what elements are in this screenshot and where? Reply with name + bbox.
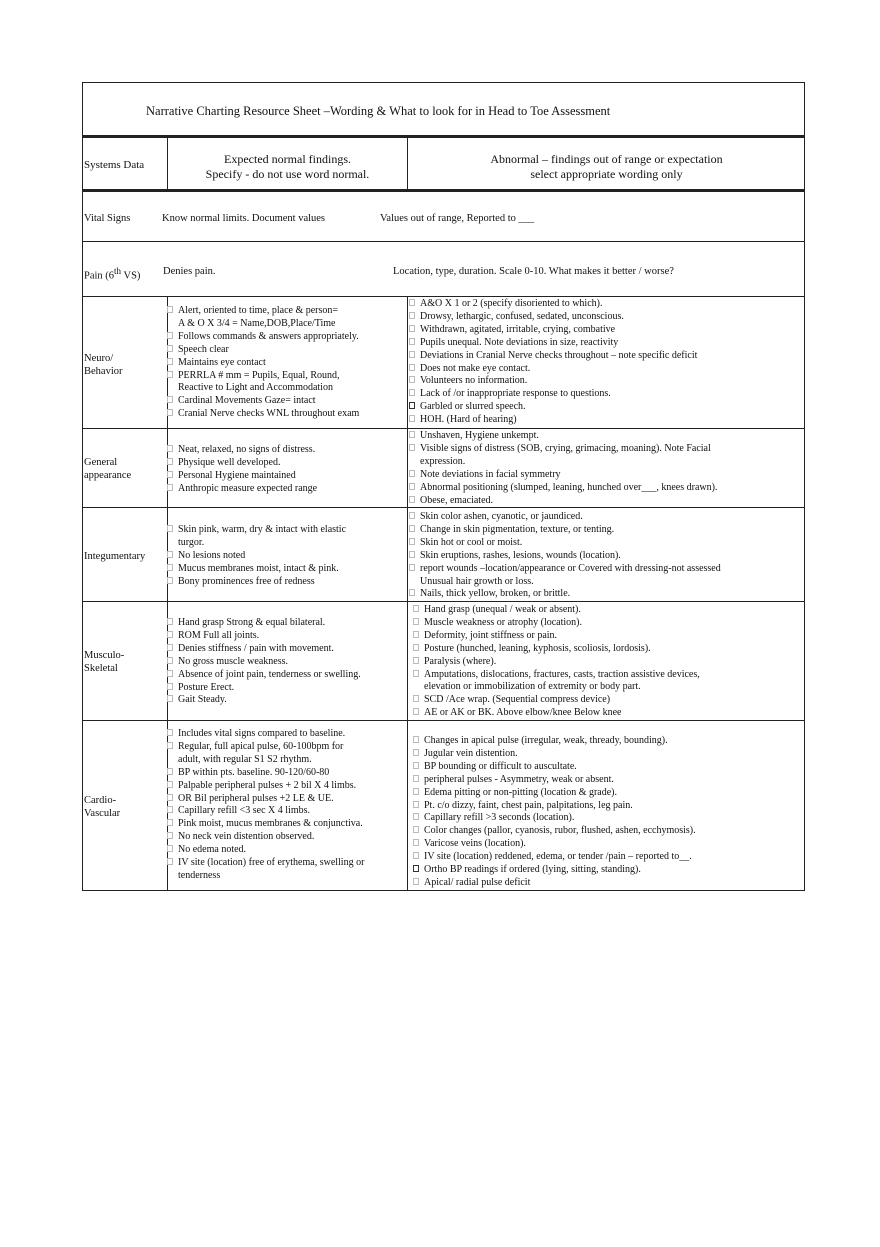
checkbox-icon [167, 345, 173, 352]
checkbox-icon [413, 775, 419, 782]
list-item: Deformity, joint stiffness or pain. [413, 630, 700, 643]
expected-normal-header [168, 152, 407, 182]
pain-label-post: VS) [121, 270, 141, 282]
checkbox-icon [167, 445, 173, 452]
list-item: AE or AK or BK. Above elbow/knee Below knee [413, 707, 700, 720]
list-item: Volunteers no information. [409, 375, 697, 388]
checkbox-icon [167, 742, 173, 749]
checkbox-icon [167, 371, 173, 378]
list-item: Withdrawn, agitated, irritable, crying, combative [409, 324, 697, 337]
pain-label [84, 265, 140, 283]
list-item: Skin color ashen, cyanotic, or jaundiced. [409, 511, 721, 524]
checkbox-icon [167, 695, 173, 702]
list-item: No neck vein distention observed. [167, 831, 364, 844]
integumentary-label: Integumentary [84, 551, 146, 562]
list-item: Skin pink, warm, dry & intact with elastic [167, 524, 346, 537]
list-item: Absence of joint pain, tenderness or swelling. [167, 669, 361, 682]
list-item: ROM Full all joints. [167, 630, 361, 643]
checkbox-icon [413, 736, 419, 743]
general-label-line1: General [84, 457, 118, 468]
list-item: PERRLA # mm = Pupils, Equal, Round, [167, 370, 359, 383]
checkbox-icon [409, 444, 415, 451]
checkbox-icon [413, 852, 419, 859]
expected-normal-line1: Expected normal findings. [224, 152, 351, 166]
checkbox-icon [409, 470, 415, 477]
checkbox-icon [409, 312, 415, 319]
list-item: BP within pts. baseline. 90-120/60-80 [167, 767, 364, 780]
checkbox-icon [413, 657, 419, 664]
list-item: Skin eruptions, rashes, lesions, wounds (location). [409, 550, 721, 563]
list-item: Visible signs of distress (SOB, crying, grimacing, moaning). Note Facial [409, 443, 717, 456]
checkbox-icon [409, 415, 415, 422]
list-item: IV site (location) reddened, edema, or tender /pain – reported to__. [413, 851, 696, 864]
pain-abnormal: Location, type, duration. Scale 0-10. What makes it better / worse? [393, 266, 674, 277]
list-item: Cardinal Movements Gaze= intact [167, 395, 359, 408]
list-item: Posture (hunched, leaning, kyphosis, scoliosis, lordosis). [413, 643, 700, 656]
list-item: Neat, relaxed, no signs of distress. [167, 444, 317, 457]
cardio-label-line1: Cardio- [84, 795, 117, 806]
checkbox-icon [409, 402, 415, 409]
pain-normal: Denies pain. [163, 266, 216, 277]
checkbox-icon [167, 458, 173, 465]
list-item: Jugular vein distention. [413, 748, 696, 761]
checkbox-icon [167, 306, 173, 313]
checkbox-icon [167, 471, 173, 478]
checkbox-icon [409, 496, 415, 503]
list-item: A&O X 1 or 2 (specify disoriented to which). [409, 298, 697, 311]
list-item: adult, with regular S1 S2 rhythm. [178, 753, 312, 765]
checkbox-icon [413, 618, 419, 625]
vital-signs-abnormal: Values out of range, Reported to ___ [380, 213, 535, 224]
list-item: Obese, emaciated. [409, 495, 717, 508]
checkbox-icon [167, 768, 173, 775]
checkbox-icon [413, 605, 419, 612]
abnormal-line1: Abnormal – findings out of range or expectation [490, 152, 723, 166]
checkbox-icon [409, 325, 415, 332]
list-item: Reactive to Light and Accommodation [178, 382, 333, 394]
checkbox-icon [413, 644, 419, 651]
list-item: peripheral pulses - Asymmetry, weak or absent. [413, 774, 696, 787]
vital-signs-normal: Know normal limits. Document values [162, 213, 326, 224]
list-item: Follows commands & answers appropriately. [167, 331, 359, 344]
checkbox-icon [167, 832, 173, 839]
list-item: No gross muscle weakness. [167, 656, 361, 669]
page-title: Narrative Charting Resource Sheet –Wording & What to look for in Head to Toe Assessment [146, 104, 611, 118]
list-item: Apical/ radial pulse deficit [413, 877, 696, 890]
list-item: Abnormal positioning (slumped, leaning, hunched over___, knees drawn). [409, 482, 717, 495]
cardio-label [84, 794, 120, 820]
checkbox-icon [409, 525, 415, 532]
list-item: Physique well developed. [167, 457, 317, 470]
list-item: Amputations, dislocations, fractures, casts, traction assistive devices, [413, 669, 700, 682]
checkbox-icon [167, 618, 173, 625]
cardio-label-line2: Vascular [84, 808, 121, 819]
list-item: Gait Steady. [167, 694, 361, 707]
row-divider [83, 241, 804, 242]
general-label-line2: appearance [84, 470, 132, 481]
title-divider [83, 135, 804, 138]
list-item: Bony prominences free of redness [167, 576, 346, 589]
checkbox-icon [167, 845, 173, 852]
list-item: Edema pitting or non-pitting (location & grade). [413, 787, 696, 800]
checkbox-icon [409, 364, 415, 371]
list-item: Drowsy, lethargic, confused, sedated, unconscious. [409, 311, 697, 324]
checkbox-icon [167, 358, 173, 365]
checkbox-icon [413, 708, 419, 715]
list-item: Lack of /or inappropriate response to questions. [409, 388, 697, 401]
list-item: tenderness [178, 869, 221, 881]
checkbox-icon [167, 644, 173, 651]
list-item: elevation or immobilization of extremity or body part. [424, 681, 641, 693]
musculo-normal-list [167, 617, 361, 707]
checkbox-icon [413, 801, 419, 808]
list-item: Capillary refill >3 seconds (location). [413, 812, 696, 825]
musculo-abnormal-list [413, 604, 700, 720]
list-item: Ortho BP readings if ordered (lying, sitting, standing). [413, 864, 696, 877]
list-item: No lesions noted [167, 550, 346, 563]
list-item: Unusual hair growth or loss. [420, 575, 534, 587]
vital-signs-label: Vital Signs [84, 213, 131, 224]
checkbox-icon [409, 376, 415, 383]
checkbox-icon [413, 826, 419, 833]
systems-data-header: Systems Data [84, 159, 145, 171]
list-item: Garbled or slurred speech. [409, 401, 697, 414]
abnormal-line2: select appropriate wording only [530, 167, 683, 181]
checkbox-icon [167, 858, 173, 865]
pain-label-pre: Pain (6 [84, 270, 115, 282]
checkbox-icon [167, 794, 173, 801]
charting-sheet [82, 82, 805, 891]
list-item: report wounds –location/appearance or Covered with dressing-not assessed [409, 563, 721, 576]
list-item: Color changes (pallor, cyanosis, rubor, flushed, ashen, ecchymosis). [413, 825, 696, 838]
checkbox-icon [413, 878, 419, 885]
list-item: Note deviations in facial symmetry [409, 469, 717, 482]
list-item: Muscle weakness or atrophy (location). [413, 617, 700, 630]
list-item: Nails, thick yellow, broken, or brittle. [409, 588, 721, 601]
checkbox-icon [409, 338, 415, 345]
row-divider [83, 296, 804, 297]
neuro-label [84, 352, 123, 378]
checkbox-icon [167, 781, 173, 788]
list-item: Cranial Nerve checks WNL throughout exam [167, 408, 359, 421]
checkbox-icon [167, 332, 173, 339]
list-item: Personal Hygiene maintained [167, 470, 317, 483]
abnormal-header [408, 152, 805, 182]
checkbox-icon [167, 819, 173, 826]
list-item: Posture Erect. [167, 682, 361, 695]
cardio-normal-list [167, 728, 364, 883]
checkbox-icon [167, 806, 173, 813]
checkbox-icon [409, 299, 415, 306]
checkbox-icon [167, 631, 173, 638]
checkbox-icon [409, 431, 415, 438]
neuro-normal-list [167, 305, 359, 421]
list-item: SCD /Ace wrap. (Sequential compress device) [413, 694, 700, 707]
checkbox-icon [409, 564, 415, 571]
list-item: Anthropic measure expected range [167, 483, 317, 496]
checkbox-icon [413, 788, 419, 795]
checkbox-icon [409, 389, 415, 396]
integumentary-abnormal-list [409, 511, 721, 601]
list-item: BP bounding or difficult to auscultate. [413, 761, 696, 774]
list-item: Denies stiffness / pain with movement. [167, 643, 361, 656]
checkbox-icon [167, 564, 173, 571]
checkbox-icon [409, 589, 415, 596]
list-item: Change in skin pigmentation, texture, or tenting. [409, 524, 721, 537]
list-item: Hand grasp (unequal / weak or absent). [413, 604, 700, 617]
list-item: Pupils unequal. Note deviations in size, reactivity [409, 337, 697, 350]
list-item: Regular, full apical pulse, 60-100bpm for [167, 741, 364, 754]
list-item: Skin hot or cool or moist. [409, 537, 721, 550]
musculo-label [84, 649, 124, 675]
checkbox-icon [409, 512, 415, 519]
list-item: Alert, oriented to time, place & person= [167, 305, 359, 318]
list-item: Maintains eye contact [167, 357, 359, 370]
checkbox-icon [413, 670, 419, 677]
checkbox-icon [413, 762, 419, 769]
checkbox-icon [413, 839, 419, 846]
list-item: Deviations in Cranial Nerve checks throughout – note specific deficit [409, 350, 697, 363]
list-item: Unshaven, Hygiene unkempt. [409, 430, 717, 443]
checkbox-icon [167, 484, 173, 491]
list-item: A & O X 3/4 = Name,DOB,Place/Time [178, 317, 336, 329]
list-item: Varicose veins (location). [413, 838, 696, 851]
list-item: Speech clear [167, 344, 359, 357]
checkbox-icon [167, 683, 173, 690]
row-divider [83, 428, 804, 429]
checkbox-icon [167, 657, 173, 664]
list-item: Mucus membranes moist, intact & pink. [167, 563, 346, 576]
general-label [84, 456, 131, 482]
list-item: OR Bil peripheral pulses +2 LE & UE. [167, 793, 364, 806]
checkbox-icon [167, 409, 173, 416]
checkbox-icon [413, 749, 419, 756]
list-item: Paralysis (where). [413, 656, 700, 669]
cardio-abnormal-list [413, 735, 696, 890]
neuro-abnormal-list [409, 298, 697, 427]
neuro-label-line2: Behavior [84, 366, 123, 377]
list-item: turgor. [178, 536, 205, 548]
list-item: Does not make eye contact. [409, 363, 697, 376]
musculo-label-line1: Musculo- [84, 650, 125, 661]
pain-label-sup: th [114, 266, 122, 276]
list-item: Pink moist, mucus membranes & conjunctiva. [167, 818, 364, 831]
checkbox-icon [409, 351, 415, 358]
list-item: IV site (location) free of erythema, swelling or [167, 857, 364, 870]
neuro-label-line1: Neuro/ [84, 353, 114, 364]
checkbox-icon [167, 396, 173, 403]
list-item: expression. [420, 455, 466, 467]
list-item: Capillary refill <3 sec X 4 limbs. [167, 805, 364, 818]
header-divider [83, 189, 804, 192]
checkbox-icon [409, 551, 415, 558]
list-item: Includes vital signs compared to baseline. [167, 728, 364, 741]
musculo-label-line2: Skeletal [84, 663, 118, 674]
checkbox-icon [167, 577, 173, 584]
checkbox-icon [413, 865, 419, 872]
checkbox-icon [409, 538, 415, 545]
general-abnormal-list [409, 430, 717, 507]
checkbox-icon [167, 729, 173, 736]
list-item: Palpable peripheral pulses + 2 bil X 4 limbs. [167, 780, 364, 793]
integumentary-normal-list [167, 524, 346, 589]
checkbox-icon [413, 695, 419, 702]
general-normal-list [167, 444, 317, 496]
list-item: No edema noted. [167, 844, 364, 857]
checkbox-icon [167, 525, 173, 532]
column-divider [407, 296, 408, 891]
checkbox-icon [413, 631, 419, 638]
expected-normal-line2: Specify - do not use word normal. [205, 167, 370, 181]
list-item: Hand grasp Strong & equal bilateral. [167, 617, 361, 630]
list-item: Pt. c/o dizzy, faint, chest pain, palpitations, leg pain. [413, 800, 696, 813]
checkbox-icon [413, 813, 419, 820]
checkbox-icon [409, 483, 415, 490]
checkbox-icon [167, 670, 173, 677]
list-item: HOH. (Hard of hearing) [409, 414, 697, 427]
list-item: Changes in apical pulse (irregular, weak, thready, bounding). [413, 735, 696, 748]
checkbox-icon [167, 551, 173, 558]
